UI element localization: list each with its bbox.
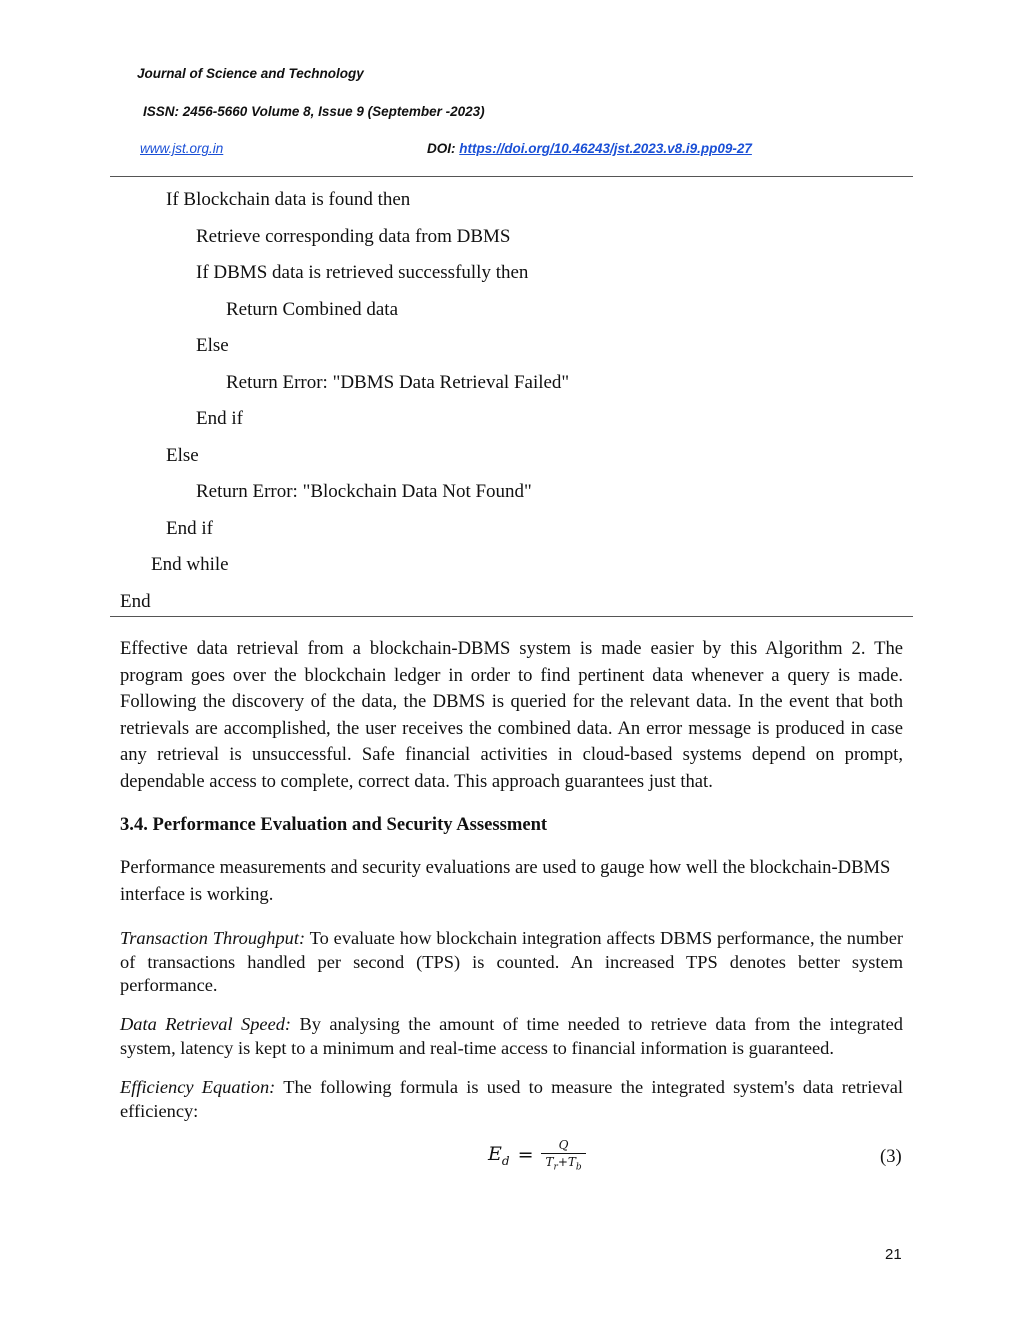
efficiency-equation	[488, 1138, 586, 1172]
term-efficiency-equation: Efficiency Equation:	[120, 1077, 276, 1097]
doi-link[interactable]: https://doi.org/10.46243/jst.2023.v8.i9.pp09-27	[459, 141, 752, 156]
text-efficiency-equation: The following formula is used to measure the integrated system's data retrieval efficiency:	[120, 1077, 904, 1121]
algorithm-line: If DBMS data is retrieved successfully then	[196, 262, 529, 283]
header-links	[140, 141, 840, 159]
paragraph-data-retrieval-speed	[120, 1013, 903, 1060]
term-transaction-throughput: Transaction Throughput:	[120, 928, 306, 948]
equation-lhs: $E_d$	[488, 1142, 510, 1168]
equation-number: (3)	[880, 1146, 902, 1167]
paragraph-algorithm-description: Effective data retrieval from a blockchain-DBMS system is made easier by this Algorithm 2. The program goes over the blockchain ledger in order to find pertinent data whenever a query is made. Following the discovery of the data, the DBMS is queried for the relevant data. In the event that both retrievals are accomplished, the user receives the combined data. An error message is produced in case any retrieval is unsuccessful. Safe financial activities in cloud-based systems depend on prompt, dependable access to complete, correct data. This approach guarantees just that.	[120, 638, 903, 792]
text-transaction-throughput: To evaluate how blockchain integration affects DBMS performance, the number of transactions handled per second (TPS) is counted. An increased TPS denotes better system performance.	[120, 928, 903, 995]
equation-equals: =	[517, 1144, 534, 1167]
algorithm-line: End while	[151, 554, 229, 575]
equation-numerator: Q	[558, 1138, 569, 1152]
algorithm-line: Return Combined data	[226, 299, 399, 320]
issn-line: ISSN: 2456-5660 Volume 8, Issue 9 (September -2023)	[143, 104, 485, 119]
page-number: 21	[885, 1246, 902, 1263]
term-data-retrieval-speed: Data Retrieval Speed:	[120, 1014, 292, 1034]
algorithm-line: If Blockchain data is found then	[166, 189, 411, 210]
algorithm-line: Return Error: "DBMS Data Retrieval Failed"	[226, 372, 570, 393]
algorithm-line: End if	[166, 518, 213, 539]
text-data-retrieval-speed: By analysing the amount of time needed to retrieve data from the integrated system, latency is kept to a minimum and real-time access to financial information is guaranteed.	[120, 1014, 903, 1058]
doi-line	[427, 141, 752, 156]
website-link[interactable]: www.jst.org.in	[140, 141, 224, 156]
algorithm-rule	[110, 616, 913, 617]
algorithm-line: Else	[166, 445, 199, 466]
paragraph-efficiency-equation	[120, 1076, 903, 1123]
header-rule	[110, 176, 913, 177]
algorithm-line: Else	[196, 335, 229, 356]
section-heading: 3.4. Performance Evaluation and Security Assessment	[120, 814, 548, 835]
equation-denominator: $T_r+T_b$	[541, 1153, 585, 1172]
algorithm-line: End if	[196, 408, 243, 429]
algorithm-line: Return Error: "Blockchain Data Not Found"	[196, 481, 532, 502]
paragraph-transaction-throughput	[120, 927, 903, 998]
paragraph-performance-intro: Performance measurements and security evaluations are used to gauge how well the blockchain-DBMS interface is working.	[120, 857, 891, 905]
doi-label: DOI:	[427, 141, 460, 156]
algorithm-line: End	[120, 591, 151, 612]
algorithm-line: Retrieve corresponding data from DBMS	[196, 226, 511, 247]
equation-fraction	[541, 1138, 585, 1172]
journal-title: Journal of Science and Technology	[137, 66, 364, 81]
